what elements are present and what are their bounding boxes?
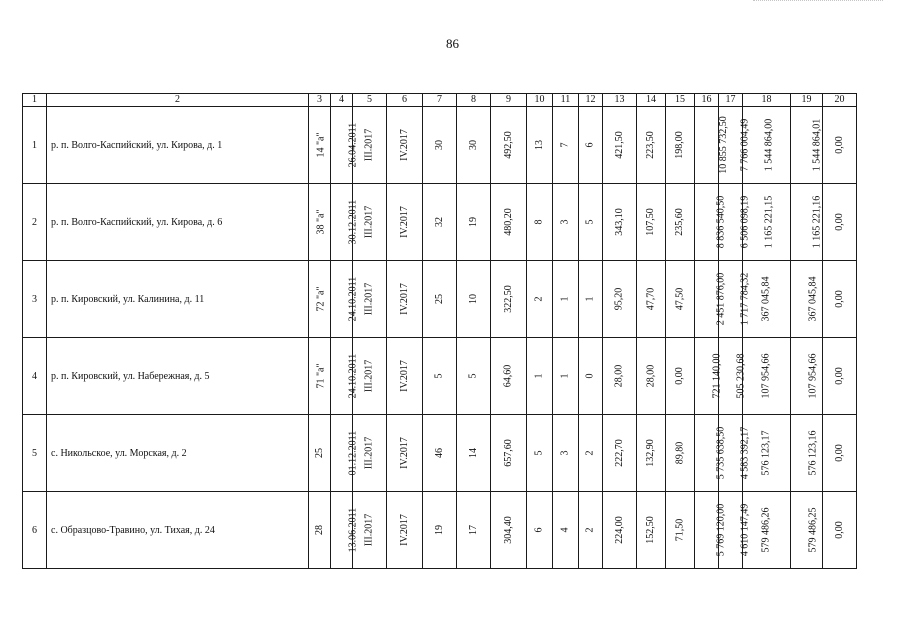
cost-fund-value: 7 766 004,49 (739, 118, 751, 172)
column-number: 9 (491, 94, 527, 107)
start-quarter-value: III.2017 (363, 436, 375, 470)
col-11-value: 4 (559, 527, 571, 533)
cost-total-value: 5 735 638,50 (715, 426, 727, 480)
col-13-cell (603, 184, 637, 261)
row-number-cell: 5 (23, 415, 47, 492)
cost-total-cell (695, 492, 727, 569)
cost-region-value: 107 954,66 (760, 353, 772, 399)
end-quarter-cell (387, 338, 423, 415)
cost-other-value: 0,00 (833, 444, 845, 462)
col-10-cell (527, 184, 553, 261)
col-13-value: 224,00 (613, 516, 625, 544)
row-number-cell: 3 (23, 261, 47, 338)
col-12-value: 5 (584, 219, 596, 225)
cost-other-cell (823, 415, 857, 492)
cost-fund-value: 505 230,68 (735, 353, 747, 399)
column-number: 17 (719, 94, 743, 107)
col-7-cell (423, 261, 457, 338)
date-value: 01.12.2011 (347, 430, 359, 476)
col-12-cell (579, 107, 603, 184)
cost-region-value: 576 123,17 (760, 430, 772, 476)
area-value: 64,60 (502, 364, 514, 388)
column-number: 2 (47, 94, 309, 107)
cost-other-value: 0,00 (833, 136, 845, 154)
housing-program-table (22, 93, 857, 569)
cost-other-cell (823, 184, 857, 261)
col-10-value: 2 (533, 296, 545, 302)
col-10-value: 6 (533, 527, 545, 533)
end-quarter-cell (387, 107, 423, 184)
col-8-cell (457, 261, 491, 338)
table-row (23, 415, 857, 492)
address-cell: р. п. Кировский, ул. Калинина, д. 11 (47, 261, 309, 338)
end-quarter-value: IV.2017 (398, 437, 410, 469)
col-11-cell (553, 107, 579, 184)
col-8-cell (457, 184, 491, 261)
col-8-value: 10 (467, 294, 479, 304)
scan-artifact (753, 0, 883, 3)
cost-local-value: 1 544 864,01 (811, 118, 823, 172)
row-number-cell: 4 (23, 338, 47, 415)
col-7-value: 25 (433, 294, 445, 304)
house-number-cell (309, 338, 331, 415)
area-value: 322,50 (502, 285, 514, 313)
col-10-cell (527, 338, 553, 415)
start-quarter-value: III.2017 (363, 359, 375, 393)
col-13-cell (603, 492, 637, 569)
col-8-cell (457, 492, 491, 569)
cost-other-cell (823, 261, 857, 338)
column-number: 6 (387, 94, 423, 107)
column-number: 19 (791, 94, 823, 107)
col-12-value: 2 (584, 527, 596, 533)
col-11-cell (553, 492, 579, 569)
col-8-value: 14 (467, 448, 479, 458)
cost-local-cell (791, 492, 823, 569)
house-number-value: 28 (313, 525, 325, 535)
area-value: 492,50 (502, 131, 514, 159)
col-14-value: 47,70 (645, 287, 656, 311)
col-7-value: 19 (433, 525, 445, 535)
col-14-value: 152,50 (645, 516, 656, 544)
end-quarter-value: IV.2017 (398, 283, 410, 315)
col-10-cell (527, 261, 553, 338)
col-7-cell (423, 107, 457, 184)
col-8-value: 19 (467, 217, 479, 227)
col-15-cell (666, 492, 695, 569)
col-7-cell (423, 415, 457, 492)
col-12-cell (579, 492, 603, 569)
end-quarter-cell (387, 261, 423, 338)
col-14-cell (637, 107, 666, 184)
cost-local-value: 1 165 221,16 (811, 195, 823, 249)
column-number: 12 (579, 94, 603, 107)
area-value: 304,40 (502, 516, 514, 544)
column-number: 4 (331, 94, 353, 107)
col-8-cell (457, 415, 491, 492)
col-15-cell (666, 415, 695, 492)
area-cell (491, 338, 527, 415)
cost-total-value: 5 769 120,00 (715, 503, 727, 557)
col-11-cell (553, 184, 579, 261)
cost-local-cell (791, 184, 823, 261)
date-value: 13.06.2011 (347, 507, 359, 553)
col-11-value: 1 (559, 296, 571, 302)
col-12-cell (579, 184, 603, 261)
column-number: 20 (823, 94, 857, 107)
col-14-value: 132,90 (645, 439, 656, 467)
col-13-cell (603, 415, 637, 492)
cost-total-value: 10 855 732,50 (717, 116, 729, 174)
address-cell: р. п. Волго-Каспийский, ул. Кирова, д. 6 (47, 184, 309, 261)
col-7-value: 5 (433, 373, 445, 379)
cost-local-cell (791, 261, 823, 338)
cost-other-value: 0,00 (833, 521, 845, 539)
date-cell (331, 261, 359, 338)
col-12-value: 0 (584, 373, 596, 379)
end-quarter-value: IV.2017 (398, 360, 410, 392)
col-11-value: 3 (559, 219, 571, 225)
col-15-value: 0,00 (674, 367, 685, 385)
cost-region-cell (743, 338, 791, 415)
col-12-cell (579, 261, 603, 338)
col-14-cell (637, 261, 666, 338)
cost-local-cell (791, 107, 823, 184)
cost-fund-value: 1 717 784,32 (739, 272, 751, 326)
address-cell: р. п. Кировский, ул. Набережная, д. 5 (47, 338, 309, 415)
cost-region-value: 367 045,84 (760, 276, 772, 322)
col-7-value: 32 (433, 217, 445, 227)
cost-total-cell (695, 261, 727, 338)
date-value: 26.04.2011 (347, 122, 359, 168)
col-14-cell (637, 492, 666, 569)
column-number: 7 (423, 94, 457, 107)
column-number: 5 (353, 94, 387, 107)
end-quarter-cell (387, 415, 423, 492)
column-number: 8 (457, 94, 491, 107)
col-15-value: 47,50 (674, 287, 685, 311)
col-15-cell (666, 107, 695, 184)
col-15-value: 71,50 (674, 518, 685, 542)
col-13-value: 95,20 (613, 287, 625, 311)
address-cell: с. Образцово-Травино, ул. Тихая, д. 24 (47, 492, 309, 569)
col-12-cell (579, 415, 603, 492)
column-number: 10 (527, 94, 553, 107)
address-cell: р. п. Волго-Каспийский, ул. Кирова, д. 1 (47, 107, 309, 184)
cost-region-value: 579 486,26 (760, 507, 772, 553)
house-number-cell (309, 184, 331, 261)
house-number-cell (309, 415, 331, 492)
column-number-row (23, 94, 857, 107)
col-8-cell (457, 107, 491, 184)
date-value: 24.10.2011 (347, 276, 359, 322)
cost-total-cell (695, 338, 723, 415)
col-7-cell (423, 338, 457, 415)
col-8-cell (457, 338, 491, 415)
cost-total-value: 8 836 540,50 (715, 195, 727, 249)
col-14-cell (637, 184, 666, 261)
date-cell (331, 184, 359, 261)
house-number-value: 71 "а" (315, 363, 327, 389)
col-13-value: 343,10 (613, 208, 625, 236)
area-cell (491, 261, 527, 338)
column-number: 16 (695, 94, 719, 107)
house-number-cell (309, 261, 331, 338)
cost-fund-value: 4 610 147,49 (739, 503, 751, 557)
cost-local-cell (791, 338, 823, 415)
area-value: 657,60 (502, 439, 514, 467)
col-10-cell (527, 415, 553, 492)
end-quarter-cell (387, 492, 423, 569)
start-quarter-value: III.2017 (363, 282, 375, 316)
date-value: 30.12.2011 (347, 199, 359, 245)
cost-total-cell (695, 184, 727, 261)
col-11-value: 7 (559, 142, 571, 148)
col-10-cell (527, 107, 553, 184)
date-cell (331, 415, 359, 492)
cost-other-cell (823, 107, 857, 184)
col-7-cell (423, 492, 457, 569)
col-15-value: 198,00 (674, 131, 685, 159)
col-8-value: 5 (467, 373, 479, 379)
cost-fund-value: 4 583 392,17 (739, 426, 751, 480)
house-number-cell (309, 107, 331, 184)
col-7-value: 30 (433, 140, 445, 150)
address-cell: с. Никольское, ул. Морская, д. 2 (47, 415, 309, 492)
end-quarter-value: IV.2017 (398, 514, 410, 546)
house-number-value: 72 "а" (315, 286, 327, 312)
end-quarter-value: IV.2017 (398, 206, 410, 238)
col-13-cell (603, 261, 637, 338)
col-14-value: 28,00 (645, 364, 656, 388)
area-cell (491, 415, 527, 492)
start-quarter-value: III.2017 (363, 128, 375, 162)
cost-local-value: 579 486,25 (807, 507, 819, 553)
house-number-value: 25 (313, 448, 325, 458)
col-13-value: 222,70 (613, 439, 625, 467)
column-number: 11 (553, 94, 579, 107)
cost-total-value: 2 451 876,00 (715, 272, 727, 326)
cost-other-cell (823, 492, 857, 569)
column-number: 18 (743, 94, 791, 107)
house-number-value: 38 "а" (315, 209, 327, 235)
cost-local-value: 367 045,84 (807, 276, 819, 322)
table-row (23, 261, 857, 338)
col-15-value: 235,60 (674, 208, 685, 236)
col-10-cell (527, 492, 553, 569)
col-12-cell (579, 338, 603, 415)
date-value: 24.10.2011 (347, 353, 359, 399)
col-14-cell (637, 338, 666, 415)
col-14-value: 223,50 (645, 131, 656, 159)
date-cell (331, 107, 359, 184)
col-11-cell (553, 338, 579, 415)
cost-fund-value: 6 506 098,19 (739, 195, 751, 249)
row-number-cell: 1 (23, 107, 47, 184)
col-14-cell (637, 415, 666, 492)
table-row (23, 338, 857, 415)
cost-total-cell (695, 415, 727, 492)
date-cell (331, 492, 359, 569)
col-7-cell (423, 184, 457, 261)
col-13-cell (603, 338, 637, 415)
col-8-value: 30 (467, 140, 479, 150)
column-number: 1 (23, 94, 47, 107)
cost-region-value: 1 165 221,15 (763, 195, 775, 249)
column-number: 14 (637, 94, 666, 107)
row-number-cell: 2 (23, 184, 47, 261)
column-number: 15 (666, 94, 695, 107)
cost-local-cell (791, 415, 823, 492)
start-quarter-value: III.2017 (363, 205, 375, 239)
cost-other-value: 0,00 (833, 213, 845, 231)
col-11-value: 3 (559, 450, 571, 456)
col-11-cell (553, 261, 579, 338)
column-number: 13 (603, 94, 637, 107)
col-12-value: 1 (584, 296, 596, 302)
col-15-cell (666, 261, 695, 338)
col-14-value: 107,50 (645, 208, 656, 236)
end-quarter-value: IV.2017 (398, 129, 410, 161)
area-value: 480,20 (502, 208, 514, 236)
col-13-cell (603, 107, 637, 184)
area-cell (491, 184, 527, 261)
cost-total-value: 721 140,00 (711, 353, 723, 399)
col-11-value: 1 (559, 373, 571, 379)
col-12-value: 2 (584, 450, 596, 456)
area-cell (491, 492, 527, 569)
date-cell (331, 338, 359, 415)
col-15-cell (666, 338, 695, 415)
page-number: 86 (446, 36, 459, 51)
area-cell (491, 107, 527, 184)
table-row (23, 107, 857, 184)
house-number-cell (309, 492, 331, 569)
column-number: 3 (309, 94, 331, 107)
col-10-value: 5 (533, 450, 545, 456)
col-13-value: 421,50 (613, 131, 625, 159)
table-row (23, 184, 857, 261)
house-number-value: 14 "а" (315, 132, 327, 158)
cost-total-cell (695, 107, 729, 184)
col-11-cell (553, 415, 579, 492)
cost-other-value: 0,00 (833, 290, 845, 308)
col-15-value: 89,80 (674, 441, 685, 465)
cost-local-value: 576 123,16 (807, 430, 819, 476)
col-10-value: 8 (533, 219, 545, 225)
col-7-value: 46 (433, 448, 445, 458)
row-number-cell: 6 (23, 492, 47, 569)
end-quarter-cell (387, 184, 423, 261)
cost-local-value: 107 954,66 (807, 353, 819, 399)
col-12-value: 6 (584, 142, 596, 148)
start-quarter-value: III.2017 (363, 513, 375, 547)
col-13-value: 28,00 (613, 364, 625, 388)
table-row (23, 492, 857, 569)
cost-other-value: 0,00 (833, 367, 845, 385)
cost-other-cell (823, 338, 857, 415)
cost-region-value: 1 544 864,00 (763, 118, 775, 172)
col-8-value: 17 (467, 525, 479, 535)
col-15-cell (666, 184, 695, 261)
col-10-value: 13 (533, 140, 545, 150)
col-10-value: 1 (533, 373, 545, 379)
